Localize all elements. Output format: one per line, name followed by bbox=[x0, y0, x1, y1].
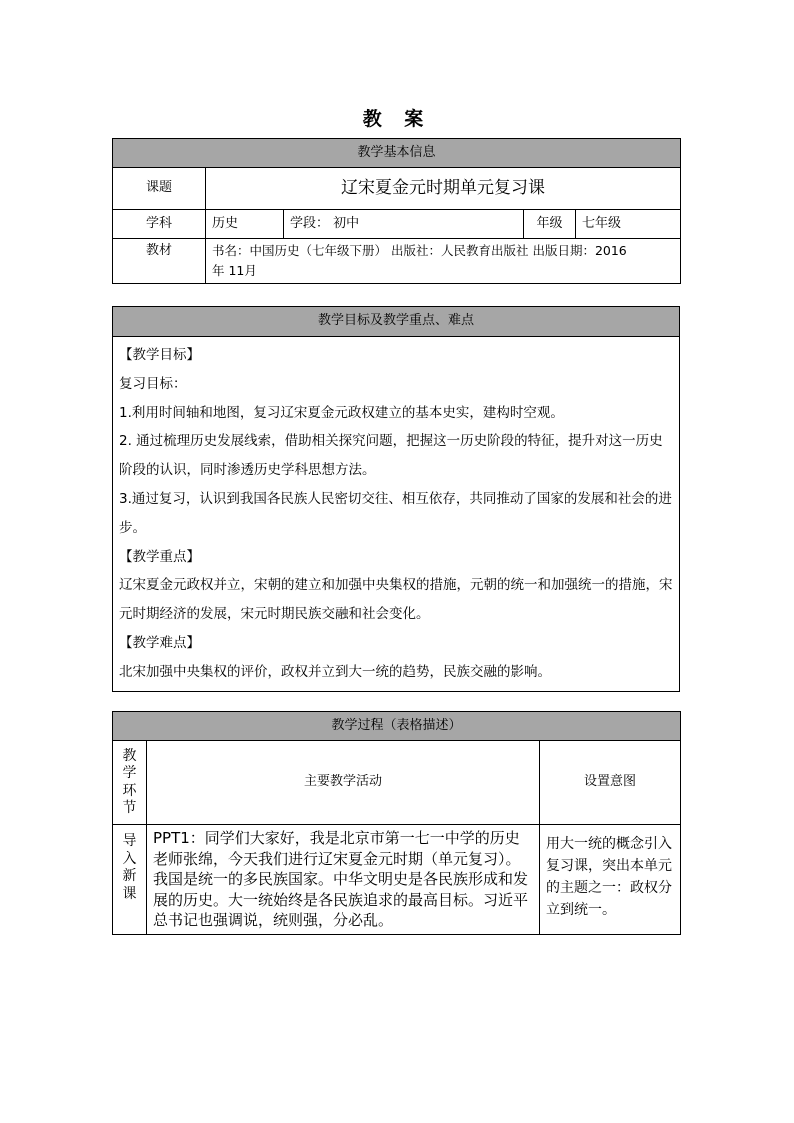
difficulty-heading: 【教学难点】 bbox=[119, 634, 200, 651]
topic-label: 课题 bbox=[113, 168, 206, 210]
textbook-label: 教材 bbox=[113, 239, 206, 284]
stage-cell: 导入新课 bbox=[113, 825, 147, 935]
textbook-value bbox=[206, 239, 681, 284]
goal-item-3: 3.通过复习，认识到我国各民族人民密切交往、相互依存，共同推动了国家的发展和社会的进步。 bbox=[119, 490, 672, 536]
page-title: 教 案 bbox=[362, 108, 432, 130]
textbook-line-2: 年 11月 bbox=[212, 263, 257, 278]
grade-label: 年级 bbox=[524, 210, 576, 239]
col-intent-header: 设置意图 bbox=[540, 741, 681, 825]
basic-info-table bbox=[112, 138, 681, 284]
grade-value: 七年级 bbox=[576, 210, 681, 239]
textbook-line-1: 书名：中国历史（七年级下册） 出版社：人民教育出版社 出版日期：2016 bbox=[212, 243, 627, 258]
goal-item-2: 2. 通过梳理历史发展线索，借助相关探究问题，把握这一历史阶段的特征，提升对这一历史阶段的认识，同时渗透历史学科思想方法。 bbox=[119, 433, 663, 479]
col-stage-header: 教学环节 bbox=[113, 741, 147, 825]
goal-intro: 复习目标： bbox=[119, 375, 187, 392]
key-heading: 【教学重点】 bbox=[119, 548, 200, 565]
key-text: 辽宋夏金元政权并立，宋朝的建立和加强中央集权的措施，元朝的统一和加强统一的措施，宋元时期经济的发展，宋元时期民族交融和社会变化。 bbox=[119, 577, 673, 623]
intent-cell: 用大一统的概念引入复习课，突出本单元的主题之一：政权分立到统一。 bbox=[540, 825, 681, 935]
process-header: 教学过程（表格描述） bbox=[113, 712, 681, 741]
activity-cell: PPT1：同学们大家好，我是北京市第一七一中学的历史老师张绵，今天我们进行辽宋夏金元时期（单元复习）。我国是统一的多民族国家。中华文明史是各民族形成和发展的历史。大一统始终是各民族追求的最高目标。习近平总书记也强调说，统则强，分必乱。 bbox=[147, 825, 540, 935]
subject-value: 历史 bbox=[206, 210, 284, 239]
table-row bbox=[113, 825, 681, 935]
objectives-table bbox=[112, 306, 680, 692]
process-table bbox=[112, 711, 681, 935]
subject-label: 学科 bbox=[113, 210, 206, 239]
col-activity-header: 主要教学活动 bbox=[147, 741, 540, 825]
goal-heading: 【教学目标】 bbox=[119, 347, 200, 363]
stage-label: 学段： 初中 bbox=[284, 210, 524, 239]
basic-info-header: 教学基本信息 bbox=[113, 139, 681, 168]
objectives-header: 教学目标及教学重点、难点 bbox=[113, 307, 680, 337]
difficulty-text: 北宋加强中央集权的评价，政权并立到大一统的趋势，民族交融的影响。 bbox=[119, 663, 551, 680]
objectives-body bbox=[113, 337, 680, 692]
topic-value: 辽宋夏金元时期单元复习课 bbox=[206, 168, 681, 210]
goal-item-1: 1.利用时间轴和地图，复习辽宋夏金元政权建立的基本史实，建构时空观。 bbox=[119, 404, 564, 421]
